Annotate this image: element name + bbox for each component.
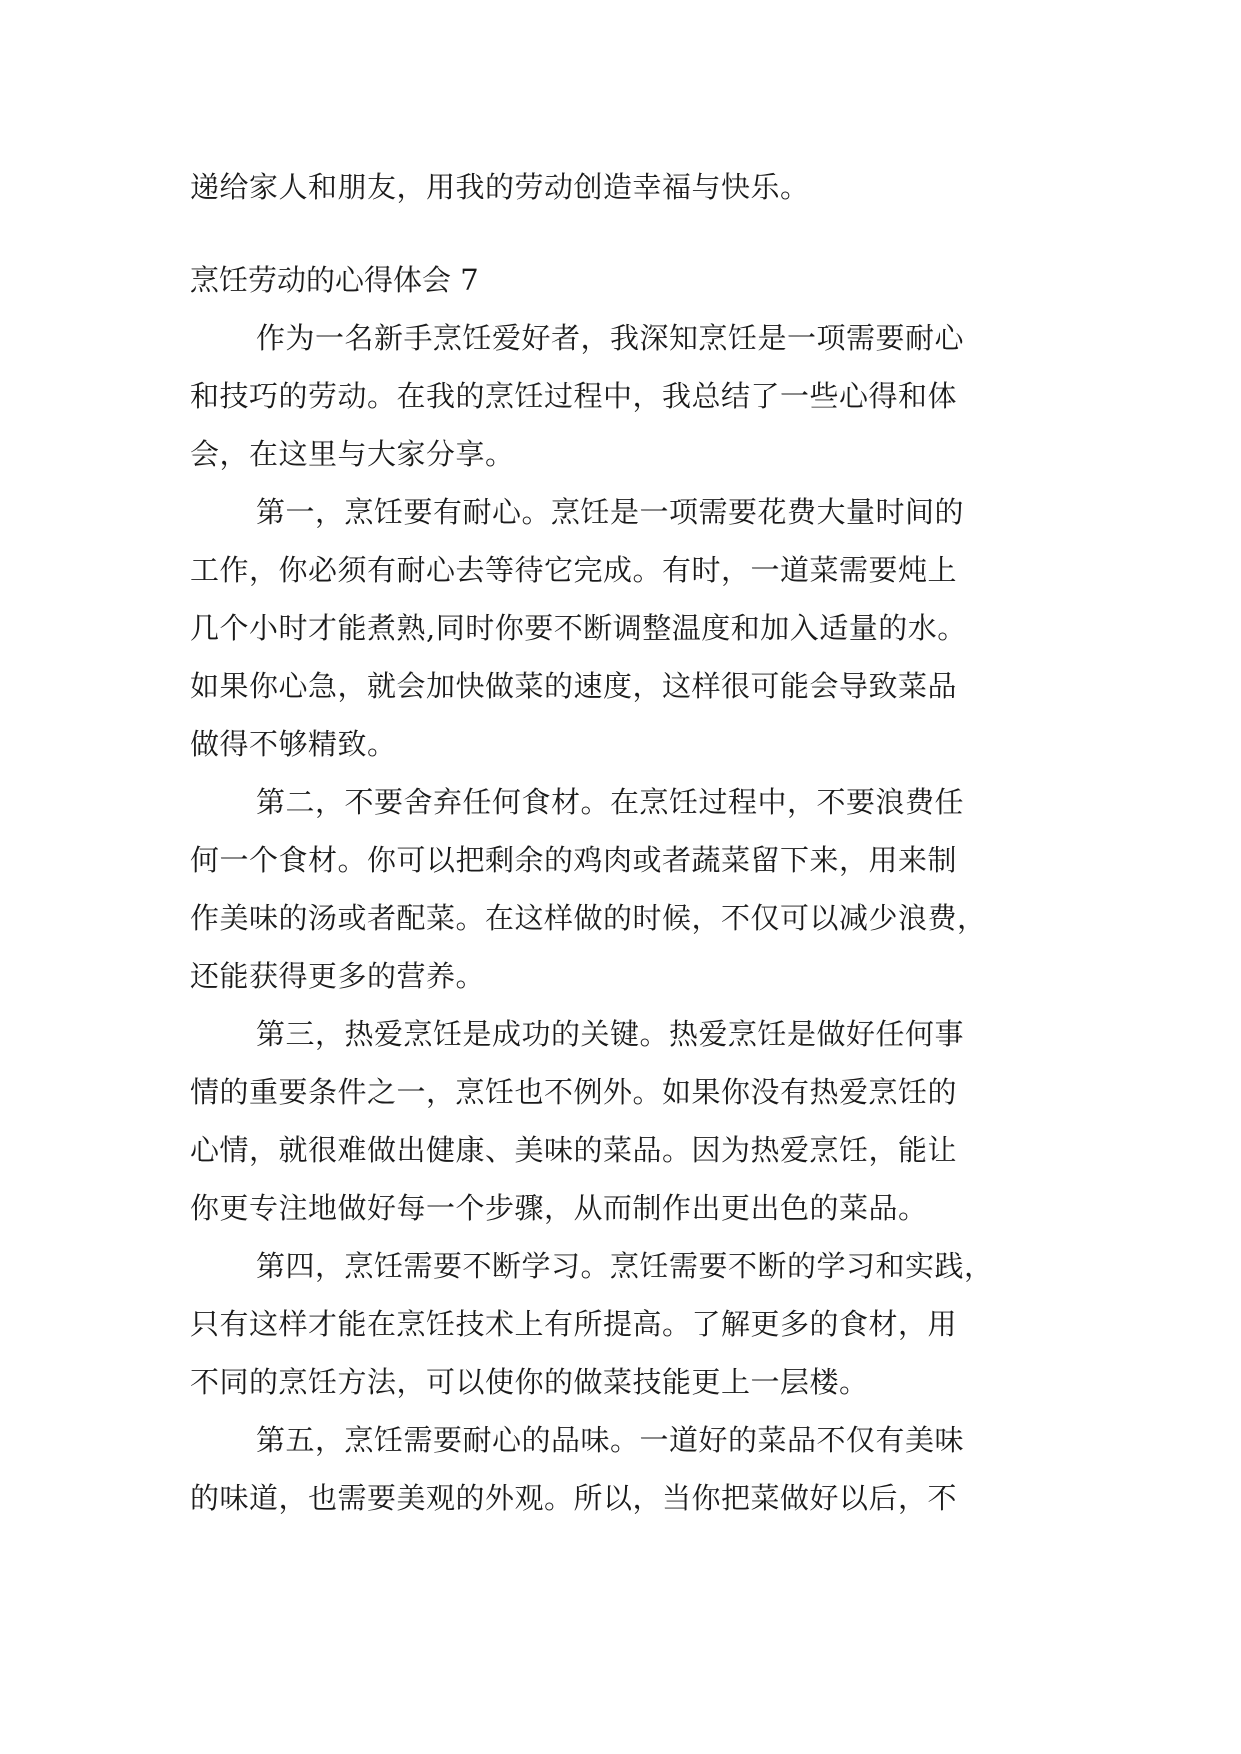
paragraph-line: 情的重要条件之一，烹饪也不例外。如果你没有热爱烹饪的 — [190, 1075, 958, 1109]
paragraph-line: 如果你心急，就会加快做菜的速度，这样很可能会导致菜品 — [190, 669, 958, 703]
paragraph — [190, 1411, 1060, 1527]
paragraph-line: 只有这样才能在烹饪技术上有所提高。了解更多的食材，用 — [190, 1307, 958, 1341]
carryover-line: 递给家人和朋友，用我的劳动创造幸福与快乐。 — [190, 170, 810, 204]
paragraph-line: 第五，烹饪需要耐心的品味。一道好的菜品不仅有美味 — [256, 1423, 965, 1457]
paragraph-line: 第三，热爱烹饪是成功的关键。热爱烹饪是做好任何事 — [256, 1017, 965, 1051]
paragraph-line: 你更专注地做好每一个步骤，从而制作出更出色的菜品。 — [190, 1191, 928, 1225]
paragraph-line: 作美味的汤或者配菜。在这样做的时候，不仅可以减少浪费， — [190, 901, 987, 935]
paragraph-line: 不同的烹饪方法，可以使你的做菜技能更上一层楼。 — [190, 1365, 869, 1399]
paragraph-line: 几个小时才能煮熟,同时你要不断调整温度和加入适量的水。 — [190, 611, 967, 645]
paragraph-line: 第四，烹饪需要不断学习。烹饪需要不断的学习和实践， — [256, 1249, 994, 1283]
paragraph-line: 心情，就很难做出健康、美味的菜品。因为热爱烹饪，能让 — [190, 1133, 958, 1167]
paragraph-line: 和技巧的劳动。在我的烹饪过程中，我总结了一些心得和体 — [190, 379, 958, 413]
section-gap — [190, 216, 1060, 251]
paragraph — [190, 773, 1060, 1005]
paragraph-line: 做得不够精致。 — [190, 727, 397, 761]
paragraph — [190, 1237, 1060, 1411]
paragraph — [190, 309, 1060, 483]
paragraph-line: 第一，烹饪要有耐心。烹饪是一项需要花费大量时间的 — [256, 495, 965, 529]
paragraph-line: 工作，你必须有耐心去等待它完成。有时，一道菜需要炖上 — [190, 553, 958, 587]
paragraph-line: 的味道，也需要美观的外观。所以，当你把菜做好以后，不 — [190, 1481, 958, 1515]
paragraphs — [190, 309, 1060, 1527]
paragraph — [190, 1005, 1060, 1237]
document-body — [190, 158, 1060, 1527]
paragraph-line: 还能获得更多的营养。 — [190, 959, 486, 993]
section-title: 烹饪劳动的心得体会 7 — [190, 263, 479, 297]
paragraph-line: 第二，不要舍弃任何食材。在烹饪过程中，不要浪费任 — [256, 785, 965, 819]
paragraph-line: 何一个食材。你可以把剩余的鸡肉或者蔬菜留下来，用来制 — [190, 843, 958, 877]
paragraph-line: 会，在这里与大家分享。 — [190, 437, 515, 471]
paragraph-line: 作为一名新手烹饪爱好者，我深知烹饪是一项需要耐心 — [256, 321, 965, 355]
paragraph — [190, 483, 1060, 773]
